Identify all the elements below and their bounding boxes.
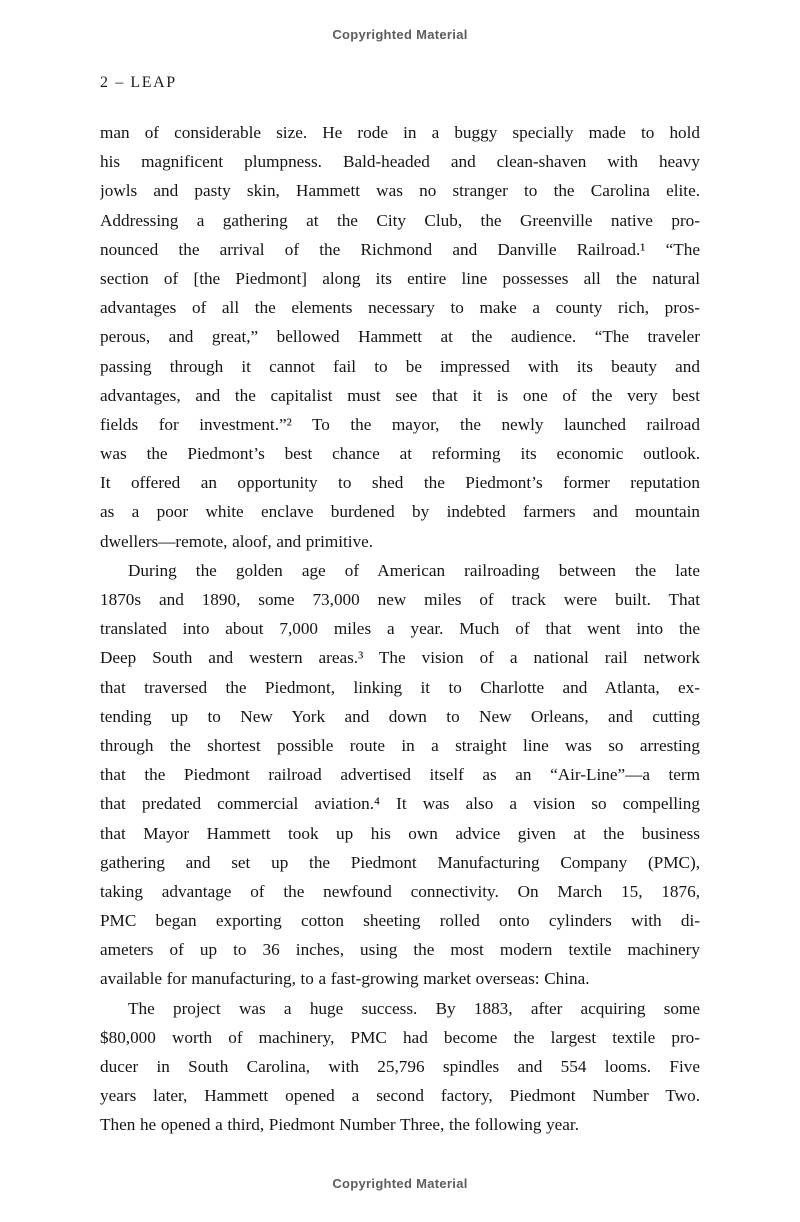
text-line: It offered an opportunity to shed the Piedmont’s former reputation xyxy=(100,473,700,493)
text-line: translated into about 7,000 miles a year. Much of that went into the xyxy=(100,619,700,639)
text-line: Then he opened a third, Piedmont Number Three, the following year. xyxy=(100,1115,579,1135)
text-line: During the golden age of American railroading between the late xyxy=(128,560,700,580)
text-line: Addressing a gathering at the City Club, the Greenville native pro- xyxy=(100,210,700,230)
copyright-notice-bottom: Copyrighted Material xyxy=(332,1176,468,1191)
text-line: fields for investment.”² To the mayor, the newly launched railroad xyxy=(100,414,700,434)
text-line: dwellers—remote, aloof, and primitive. xyxy=(100,531,374,551)
text-line: that predated commercial aviation.⁴ It was also a vision so compelling xyxy=(100,794,700,814)
text-line: PMC began exporting cotton sheeting rolled onto cylinders with di- xyxy=(100,911,700,931)
running-header: 2 – LEAP xyxy=(100,74,177,91)
text-line: through the shortest possible route in a straight line was so arresting xyxy=(100,735,700,755)
paragraph-1 xyxy=(100,118,700,556)
text-line: passing through it cannot fail to be impressed with its beauty and xyxy=(100,356,700,376)
text-line: perous, and great,” bellowed Hammett at the audience. “The traveler xyxy=(100,327,700,347)
text-line: man of considerable size. He rode in a buggy specially made to hold xyxy=(100,123,700,142)
paragraph-2 xyxy=(100,556,700,994)
text-line: gathering and set up the Piedmont Manufacturing Company (PMC), xyxy=(100,852,700,872)
text-line: tending up to New York and down to New Orleans, and cutting xyxy=(100,706,700,726)
text-line: ameters of up to 36 inches, using the most modern textile machinery xyxy=(100,940,700,960)
text-line: Deep South and western areas.³ The vision of a national rail network xyxy=(100,648,700,668)
text-line: years later, Hammett opened a second factory, Piedmont Number Two. xyxy=(100,1086,700,1106)
page-text xyxy=(100,118,700,1140)
text-line: available for manufacturing, to a fast-growing market overseas: China. xyxy=(100,969,590,989)
text-line: 1870s and 1890, some 73,000 new miles of track were built. That xyxy=(100,590,700,609)
text-line: section of [the Piedmont] along its entire line possesses all the natural xyxy=(100,268,700,288)
text-line: advantages, and the capitalist must see that it is one of the very best xyxy=(100,385,700,405)
text-line: as a poor white enclave burdened by indebted farmers and mountain xyxy=(100,502,700,522)
text-line: that Mayor Hammett took up his own advice given at the business xyxy=(100,823,700,843)
text-line: his magnificent plumpness. Bald-headed and clean-shaven with heavy xyxy=(100,152,700,172)
text-line: that the Piedmont railroad advertised itself as an “Air-Line”—a term xyxy=(100,765,700,785)
text-line: taking advantage of the newfound connectivity. On March 15, 1876, xyxy=(100,881,700,901)
text-line: The project was a huge success. By 1883, after acquiring some xyxy=(128,998,700,1018)
text-line: ducer in South Carolina, with 25,796 spindles and 554 looms. Five xyxy=(100,1057,700,1076)
text-line: was the Piedmont’s best chance at reforming its economic outlook. xyxy=(100,444,700,464)
paragraph-3 xyxy=(100,994,700,1140)
text-line: jowls and pasty skin, Hammett was no stranger to the Carolina elite. xyxy=(100,181,700,201)
text-line: $80,000 worth of machinery, PMC had become the largest textile pro- xyxy=(100,1027,700,1047)
text-line: advantages of all the elements necessary to make a county rich, pros- xyxy=(100,298,700,318)
text-line: that traversed the Piedmont, linking it to Charlotte and Atlanta, ex- xyxy=(100,677,700,697)
copyright-notice-top: Copyrighted Material xyxy=(332,27,468,42)
text-line: nounced the arrival of the Richmond and Danville Railroad.¹ “The xyxy=(100,239,700,259)
